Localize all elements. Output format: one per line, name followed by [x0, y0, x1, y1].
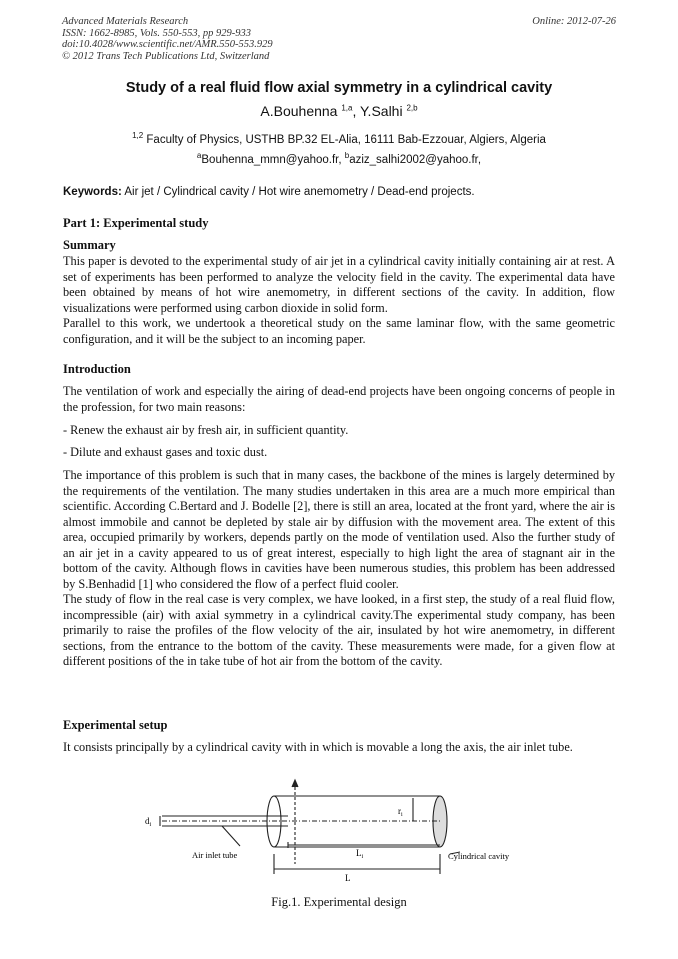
label-di: $d_i$	[145, 816, 152, 828]
issn: ISSN: 1662-8985, Vols. 550-553, pp 929-933	[62, 27, 251, 39]
keywords-text: Air jet / Cylindrical cavity / Hot wire anemometry / Dead-end projects.	[121, 186, 475, 198]
intro-paragraph-3: The study of flow in the real case is very complex, we have looked, in a first step, the study of a real fluid flow, incompressible (air) with axial symmetry in a cylindrical cavity.The experimental study company, has been primarily to raise the profiles of the flow velocity of the air, insulated by hot wire anemometry, in different sections, from the entrance to the bottom of the cavity. These measurements were made, for a given flow at different positions of the in take tube of hot air from the bottom of the cavity.	[63, 592, 615, 668]
part-heading: Part 1: Experimental study	[63, 216, 209, 230]
author-sep: ,	[352, 103, 361, 119]
intro-paragraph-2: The importance of this problem is such that in many cases, the backbone of the mines is largely determined by the requirements of the ventilation. The many studies undertaken in this area are a much more empirical than scientific. According C.Bertard and J. Bodelle [2], there is still an area, located at the front yard, where the air is almost immobile and cannot be depleted by stale air by diffusion with the movement area. The extent of this area, occupied primarily by workers, depends partly on the mode of ventilation used. Also the further study of an air jet in a cavity appeared to us of great interest, especially to high light the area of stagnant air in the bottom of the cavity. Although flows in cavities have been numerous studies, this problem has been addressed by S.Benhadid [1] who considered the flow of a perfect fluid cooler.	[63, 468, 615, 591]
label-ri: $r_i$	[398, 806, 403, 818]
affiliation	[0, 131, 678, 146]
paper-title: Study of a real fluid flow axial symmetry in a cylindrical cavity	[125, 80, 553, 96]
emails	[0, 151, 678, 166]
intro-bullet-2: - Dilute and exhaust gases and toxic dust.	[63, 444, 268, 459]
label-L: L	[345, 873, 351, 883]
affiliation-sup: 1,2	[132, 131, 144, 140]
author-2-sup: 2,b	[406, 103, 418, 113]
copyright: © 2012 Trans Tech Publications Ltd, Switzerland	[62, 50, 270, 62]
inlet-leader	[222, 826, 240, 846]
online-date: Online: 2012-07-26	[532, 16, 616, 27]
label-inlet: Air inlet tube	[192, 850, 238, 860]
email-a-sup: a	[196, 151, 202, 160]
setup-heading: Experimental setup	[63, 718, 168, 732]
setup-body	[63, 740, 615, 756]
doi: doi:10.4028/www.scientific.net/AMR.550-553.929	[62, 39, 273, 50]
figure-caption: Fig.1. Experimental design	[271, 895, 407, 909]
email-b[interactable]: aziz_salhi2002@yahoo.fr,	[349, 153, 482, 166]
affiliation-text: Faculty of Physics, USTHB BP.32 EL-Alia, 16111 Bab-Ezzouar, Algiers, Algeria	[143, 133, 546, 146]
intro-body	[63, 384, 615, 670]
keywords-label: Keywords:	[63, 186, 122, 198]
summary-paragraph-1: This paper is devoted to the experimental study of air jet in a cylindrical cavity initially containing air at rest. A set of experiments has been performed to analyze the velocity field in the cavity. The experimental data have been obtained by means of hot wire anemometry, in different sections of the cavity. In addition, flow visualizations were performed using carbon dioxide in solid form.	[63, 254, 615, 315]
author-2: Y.Salhi	[360, 103, 407, 119]
email-a[interactable]: Bouhenna_mmn@yahoo.fr,	[201, 153, 345, 166]
journal-name: Advanced Materials Research	[62, 16, 189, 27]
label-cavity: Cylindrical cavity	[448, 851, 510, 861]
summary-heading: Summary	[63, 238, 116, 252]
intro-paragraph-1: The ventilation of work and especially the airing of dead-end projects have been ongoing concerns of people in the profession, for two main reasons:	[63, 384, 615, 414]
author-1-sup: 1,a	[341, 103, 353, 113]
authors	[0, 103, 678, 119]
vertical-axis-arrow	[292, 780, 298, 787]
intro-bullet-1: - Renew the exhaust air by fresh air, in sufficient quantity.	[63, 423, 349, 437]
author-1: A.Bouhenna	[260, 103, 342, 119]
email-b-sup: b	[344, 151, 350, 160]
intro-heading: Introduction	[63, 362, 131, 376]
keywords	[63, 186, 618, 198]
label-li: $L_i$	[356, 848, 364, 860]
summary-body	[63, 254, 615, 347]
experimental-design-figure	[140, 776, 540, 886]
journal-header	[62, 16, 616, 62]
setup-paragraph-1: It consists principally by a cylindrical cavity with in which is movable a long the axis, the air inlet tube.	[63, 740, 573, 754]
summary-paragraph-2: Parallel to this work, we undertook a theoretical study on the same laminar flow, with the same geometric configuration, and it will be the subject to an incoming paper.	[63, 316, 615, 346]
